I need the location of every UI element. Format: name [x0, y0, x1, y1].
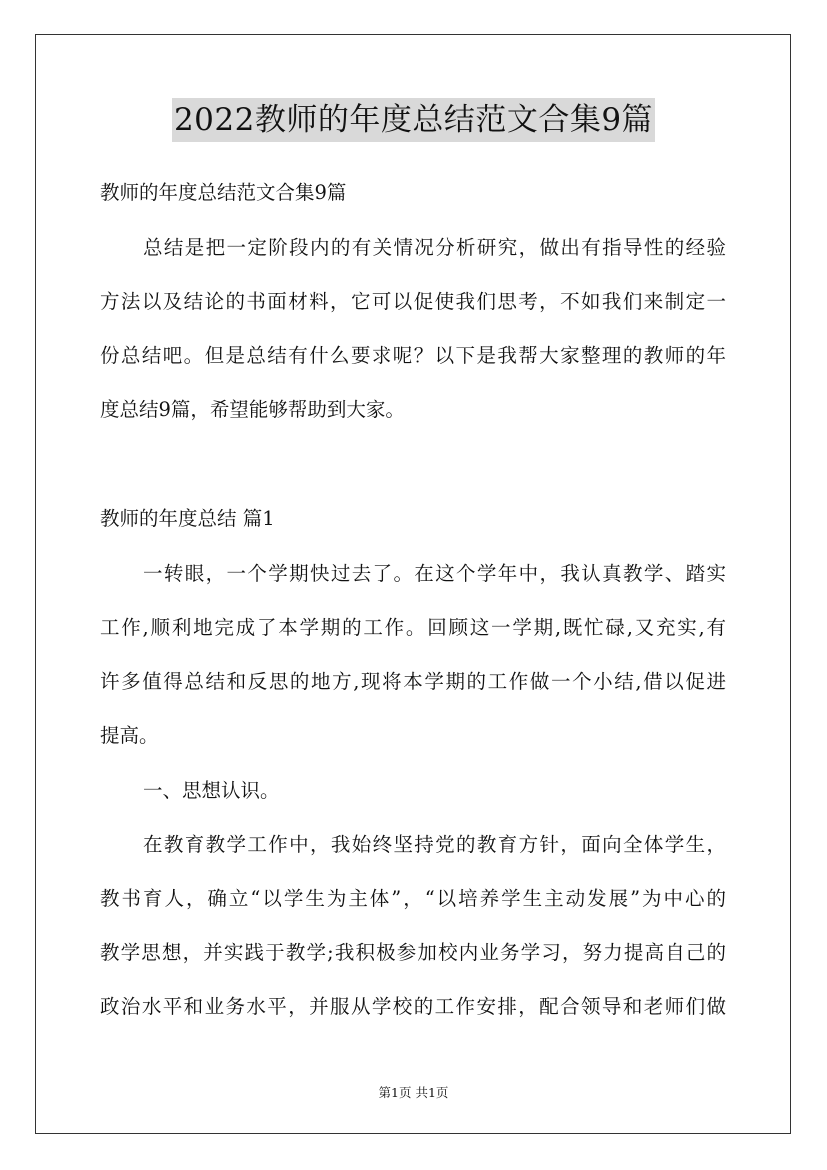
- paragraph-line: 在教育教学工作中，我始终坚持党的教育方针，面向全体学生，: [143, 833, 726, 856]
- document-title: 2022教师的年度总结范文合集9篇: [172, 98, 655, 142]
- paragraph-line: 许多值得总结和反思的地方,现将本学期的工作做一个小结,借以促进: [100, 670, 726, 693]
- intro-line: 份总结吧。但是总结有什么要求呢？以下是我帮大家整理的教师的年: [100, 344, 726, 367]
- paragraph-line: 教学思想，并实践于教学;我积极参加校内业务学习，努力提高自己的: [100, 941, 726, 964]
- paragraph-line: 政治水平和业务水平，并服从学校的工作安排，配合领导和老师们做: [100, 995, 726, 1018]
- paragraph-line: 一转眼，一个学期快过去了。在这个学年中，我认真教学、踏实: [143, 562, 726, 585]
- paragraph-line: 提高。: [100, 724, 159, 747]
- title-container: [0, 98, 827, 142]
- intro-line: 总结是把一定阶段内的有关情况分析研究，做出有指导性的经验: [143, 236, 726, 259]
- intro-line: 度总结9篇，希望能够帮助到大家。: [100, 398, 405, 421]
- paragraph-line: 工作,顺利地完成了本学期的工作。回顾这一学期,既忙碌,又充实,有: [100, 616, 726, 639]
- document-subtitle: 教师的年度总结范文合集9篇: [100, 181, 347, 204]
- sub-heading: 一、思想认识。: [143, 779, 280, 802]
- section-heading: 教师的年度总结 篇1: [100, 507, 275, 530]
- paragraph-line: 教书育人，确立“以学生为主体”，“以培养学生主动发展”为中心的: [100, 887, 726, 910]
- page-footer: 第1页 共1页: [378, 1085, 449, 1100]
- intro-line: 方法以及结论的书面材料，它可以促使我们思考，不如我们来制定一: [100, 290, 726, 313]
